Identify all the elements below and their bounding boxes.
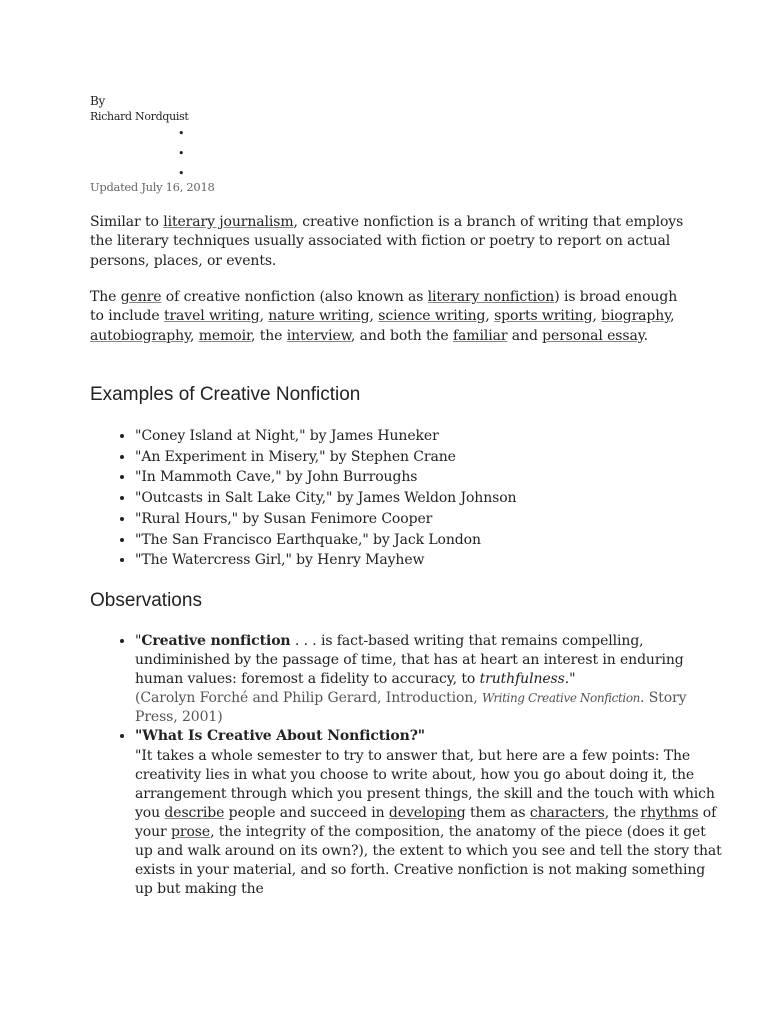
share-dot[interactable]: •	[178, 127, 185, 140]
text: ,	[259, 308, 269, 325]
link-rhythms[interactable]: rhythms	[640, 804, 699, 821]
text: of creative nonfiction (also known as	[161, 289, 428, 305]
link-interview[interactable]: interview	[286, 327, 351, 344]
italic-truthfulness: truthfulness	[479, 671, 565, 688]
source-title: Writing Creative Nonfiction	[481, 691, 641, 706]
text: (Carolyn Forché and Philip Gerard, Introduction,	[135, 690, 482, 707]
list-item: • "An Experiment in Misery," by Stephen Crane	[135, 447, 725, 468]
link-developing[interactable]: developing	[388, 804, 466, 821]
list-item: • "Rural Hours," by Susan Fenimore Cooper	[135, 509, 725, 530]
by-label: By	[90, 94, 105, 108]
link-prose[interactable]: prose	[171, 823, 211, 840]
text: "It takes a whole semester to try to answer that, but here are a few points: The creativity lies in what you choose to write about, how you go about doing it, the arrangement through which you present things, the skill and the touch with which you	[135, 747, 715, 821]
examples-heading: Examples of Creative Nonfiction	[90, 384, 361, 405]
list-item: • "The San Francisco Earthquake," by Jack London	[135, 530, 725, 551]
text: ,	[670, 308, 675, 325]
link-characters[interactable]: characters	[529, 804, 605, 821]
link-memoir[interactable]: memoir	[198, 327, 252, 344]
term-creative-nonfiction: Creative nonfiction	[141, 633, 291, 649]
link-nature-writing[interactable]: nature writing	[268, 308, 370, 325]
text: .	[643, 327, 649, 344]
link-familiar[interactable]: familiar	[452, 327, 508, 344]
text: of your	[135, 804, 717, 840]
link-genre[interactable]: genre	[120, 289, 162, 305]
link-describe[interactable]: describe	[164, 804, 225, 821]
text: them as	[465, 804, 530, 821]
link-travel-writing[interactable]: travel writing	[163, 308, 260, 325]
link-literary-journalism[interactable]: literary journalism	[163, 214, 294, 230]
list-item: • "The Watercress Girl," by Henry Mayhew	[135, 550, 725, 571]
share-dot[interactable]: •	[178, 147, 185, 160]
observations-list	[90, 632, 725, 899]
link-literary-nonfiction[interactable]: literary nonfiction	[427, 289, 555, 305]
source-citation	[135, 690, 686, 725]
intro-paragraph-2	[90, 288, 690, 346]
text: ) is broad enough to include	[90, 289, 678, 325]
text: . Story Press, 2001)	[135, 690, 687, 726]
list-item	[135, 632, 725, 727]
text: ,	[592, 308, 602, 325]
list-item: • "In Mammoth Cave," by John Burroughs	[135, 467, 725, 488]
text: ,	[369, 308, 379, 325]
list-item: • "Outcasts in Salt Lake City," by James Weldon Johnson	[135, 488, 725, 509]
text: The	[90, 289, 121, 305]
link-autobiography[interactable]: autobiography	[90, 327, 191, 344]
link-science-writing[interactable]: science writing	[378, 308, 486, 325]
text: , the integrity of the composition, the anatomy of the piece (does it get up and walk around on its own?), the extent to which you see and tell the story that exists in your material, and so forth. Creative nonfiction is not making something up but making the	[135, 823, 722, 898]
text: , creative nonfiction is a branch of writing that employs the literary techniques usually associated with fiction or poetry to report on actual persons, places, or events.	[90, 214, 684, 269]
text: Similar to	[90, 214, 164, 230]
author-name[interactable]: Richard Nordquist	[90, 110, 189, 123]
byline	[90, 93, 189, 125]
intro-paragraph-1	[90, 213, 690, 271]
link-personal-essay[interactable]: personal essay	[542, 327, 644, 344]
subheading-what-is-creative: "What Is Creative About Nonfiction?"	[135, 728, 425, 745]
link-sports-writing[interactable]: sports writing	[494, 308, 593, 325]
text: ."	[564, 671, 576, 688]
text: , and both the	[350, 327, 453, 344]
text: , the	[604, 804, 641, 821]
list-item	[135, 727, 725, 899]
list-item: • "Coney Island at Night," by James Huneker	[135, 426, 725, 447]
examples-list	[90, 426, 725, 571]
text: people and succeed in	[224, 804, 389, 821]
share-dot[interactable]: •	[178, 167, 185, 180]
text: and	[507, 327, 543, 344]
updated-date: Updated July 16, 2018	[90, 180, 215, 194]
share-menu	[178, 124, 185, 184]
link-biography[interactable]: biography	[601, 308, 671, 325]
text: ,	[190, 327, 199, 344]
text: . . . is fact-based writing that remains compelling, undiminished by the passage of time, that has at heart an interest in enduring human values: foremost a fidelity to accuracy, to	[135, 633, 684, 688]
observations-heading: Observations	[90, 590, 202, 611]
text: , the	[251, 327, 287, 344]
text: "	[135, 633, 142, 649]
text: ,	[485, 308, 495, 325]
